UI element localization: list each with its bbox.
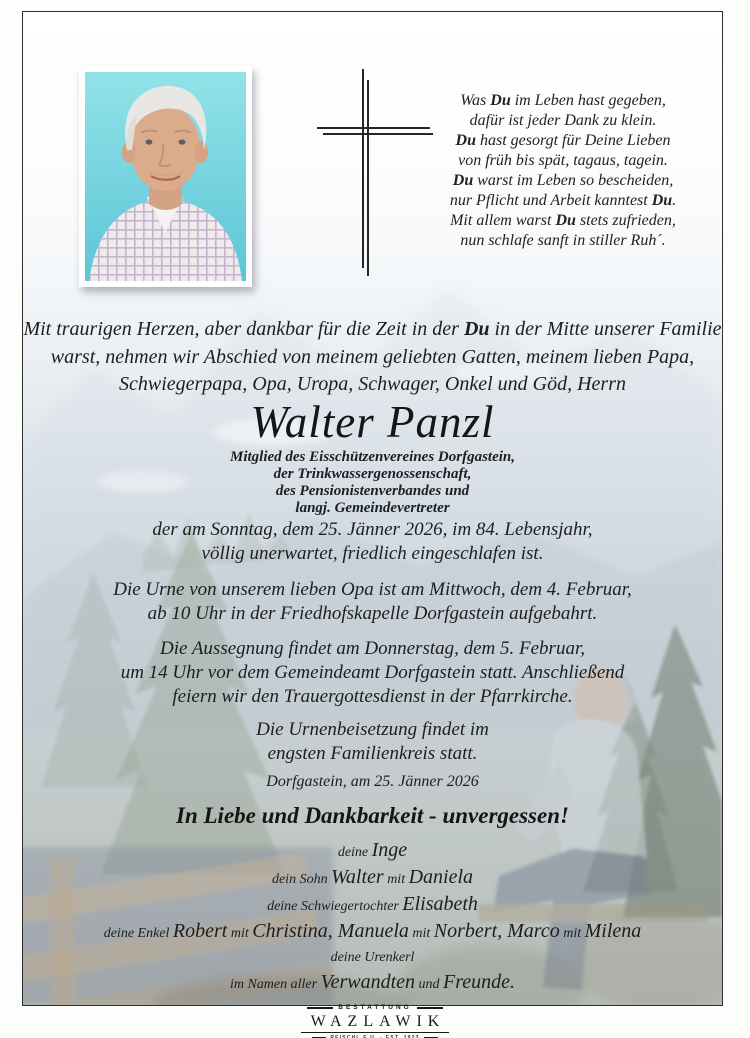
text-line: Mitglied des Eisschützenvereines Dorfgastein, xyxy=(229,449,515,465)
text-line: engsten Familienkreis statt. xyxy=(267,743,478,764)
text-line: deine Schwiegertochter Elisabeth xyxy=(267,893,478,915)
rule-right xyxy=(417,1007,443,1009)
text-line: deine Urenkerl xyxy=(330,950,415,965)
text-line: Schwiegerpapa, Opa, Uropa, Schwager, Onkel und Göd, Herrn xyxy=(119,373,626,395)
memorial-poem xyxy=(413,91,713,251)
text-line: feiern wir den Trauergottesdienst in der Pfarrkirche. xyxy=(172,686,573,707)
text-line: Die Aussegnung findet am Donnerstag, dem 5. Februar, xyxy=(159,638,585,659)
text-line: dein Sohn Walter mit Daniela xyxy=(271,866,474,888)
text-line: dafür ist jeder Dank zu klein. xyxy=(469,112,657,129)
text-line: des Pensionistenverbandes und xyxy=(275,483,470,499)
text-line: Du hast gesorgt für Deine Lieben xyxy=(455,132,671,149)
text-line: deine Enkel Robert mit Christina, Manuela mit Norbert, Marco mit Milena xyxy=(103,920,642,942)
text-line: nur Pflicht und Arbeit kanntest Du. xyxy=(449,192,677,209)
text-line: von früh bis spät, tagaus, tagein. xyxy=(458,152,668,169)
text-line: der am Sonntag, dem 25. Jänner 2026, im 84. Lebensjahr, xyxy=(152,519,593,540)
text-line: der Trinkwassergenossenschaft, xyxy=(273,466,472,482)
text-line: ab 10 Uhr in der Friedhofskapelle Dorfgastein aufgebahrt. xyxy=(147,603,598,624)
text-line: warst, nehmen wir Abschied von meinem geliebten Gatten, meinem lieben Papa, xyxy=(50,345,695,368)
urn-burial-details xyxy=(23,718,722,766)
text-line: im Namen aller Verwandten und Freunde. xyxy=(229,971,516,993)
portrait-photo-image xyxy=(85,72,246,281)
funeral-home-subline: REISCHL E.U. · EST. 1923 xyxy=(312,1035,437,1038)
memorial-card xyxy=(22,11,723,1006)
text-line: Mit traurigen Herzen, aber dankbar für die Zeit in der Du in der Mitte unserer Familie xyxy=(23,318,722,340)
place-date-line: Dorfgastein, am 25. Jänner 2026 xyxy=(266,773,479,790)
funeral-home-name: WAZLAWIK xyxy=(301,1012,450,1033)
text-line: Was Du im Leben hast gegeben, xyxy=(460,92,666,109)
portrait-photo xyxy=(79,66,252,287)
urn-viewing-details xyxy=(23,578,722,626)
farewell-line: In Liebe und Dankbarkeit - unvergessen! xyxy=(176,803,569,828)
mourners-list xyxy=(23,838,722,997)
text-line: nun schlafe sanft in stiller Ruh´. xyxy=(460,232,666,249)
deceased-name: Walter Panzl xyxy=(250,397,495,447)
text-line: Du warst im Leben so bescheiden, xyxy=(452,172,674,189)
text-line: Mit allem warst Du stets zufrieden, xyxy=(450,212,676,229)
death-details xyxy=(23,518,722,566)
text-line: Die Urnenbeisetzung findet im xyxy=(256,719,489,740)
announcement-intro xyxy=(23,316,722,399)
funeral-home-type: BESTATTUNG xyxy=(307,1004,442,1011)
blessing-service-details xyxy=(23,637,722,709)
text-line: um 14 Uhr vor dem Gemeindeamt Dorfgastein statt. Anschließend xyxy=(120,662,625,683)
funeral-home-logo xyxy=(290,1004,460,1038)
rule-left xyxy=(307,1007,333,1009)
text-line: Die Urne von unserem lieben Opa ist am Mittwoch, dem 4. Februar, xyxy=(113,579,632,600)
text-line: deine Inge xyxy=(337,839,408,861)
deceased-memberships xyxy=(23,449,722,517)
text-line: völlig unerwartet, friedlich eingeschlafen ist. xyxy=(201,543,544,564)
text-line: langj. Gemeindevertreter xyxy=(295,500,450,516)
